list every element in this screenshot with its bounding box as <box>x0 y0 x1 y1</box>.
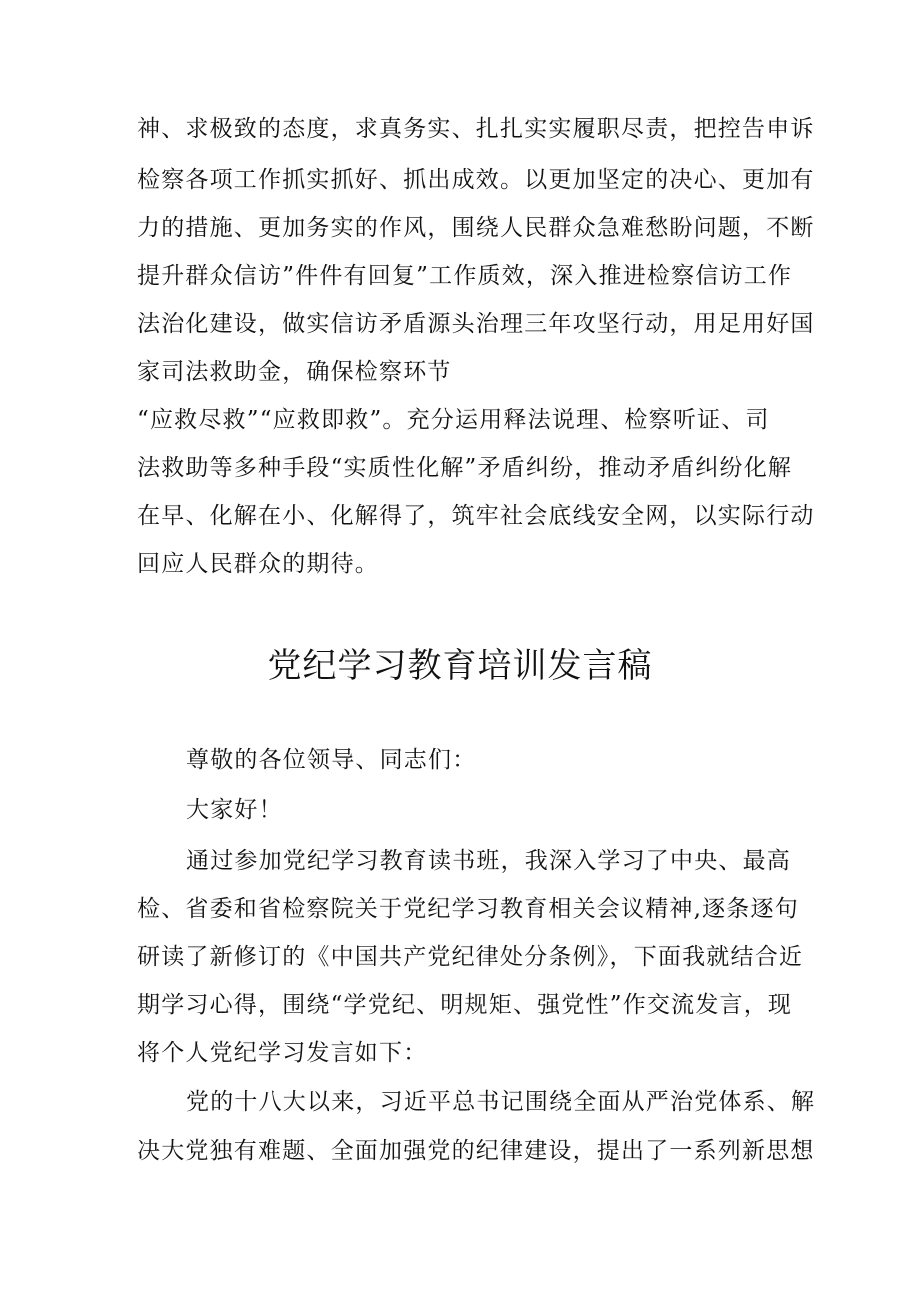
text-line: 决大党独有难题、全面加强党的纪律建设，提出了一系列新思想 <box>137 1138 815 1164</box>
salutation: 尊敬的各位领导、同志们： <box>186 747 477 773</box>
text-line: 将个人党纪学习发言如下： <box>137 1040 428 1066</box>
text-line: 神、求极致的态度，求真务实、扎扎实实履职尽责，把控告申诉 <box>137 116 815 142</box>
text-line: 在早、化解在小、化解得了，筑牢社会底线安全网，以实际行动 <box>137 503 815 529</box>
text-line: 检察各项工作抓实抓好、抓出成效。以更加坚定的决心、更加有 <box>137 167 815 193</box>
text-line: 期学习心得，围绕“学党纪、明规矩、强党性”作交流发言，现 <box>137 992 793 1018</box>
text-line: 回应人民群众的期待。 <box>137 551 379 577</box>
text-line: 法治化建设，做实信访矛盾源头治理三年攻坚行动，用足用好国 <box>137 311 815 337</box>
greeting: 大家好！ <box>186 797 283 823</box>
text-line: 检、省委和省检察院关于党纪学习教育相关会议精神,逐条逐句 <box>137 896 799 922</box>
text-line: 研读了新修订的《中国共产党纪律处分条例》，下面我就结合近 <box>137 944 804 970</box>
text-line: 通过参加党纪学习教育读书班，我深入学习了中央、最高 <box>186 848 791 874</box>
text-line: 提升群众信访”件件有回复”工作质效，深入推进检察信访工作 <box>137 263 793 289</box>
text-line: “应救尽救”“应救即救”。充分运用释法说理、检察听证、司 <box>137 407 770 433</box>
text-line: 党的十八大以来，习近平总书记围绕全面从严治党体系、解 <box>186 1089 816 1115</box>
document-title: 党纪学习教育培训发言稿 <box>267 646 653 686</box>
text-line: 力的措施、更加务实的作风，围绕人民群众急难愁盼问题，不断 <box>137 215 815 241</box>
text-line: 法救助等多种手段“实质性化解”矛盾纠纷，推动矛盾纠纷化解 <box>137 455 793 481</box>
text-line: 家司法救助金，确保检察环节 <box>137 359 452 385</box>
